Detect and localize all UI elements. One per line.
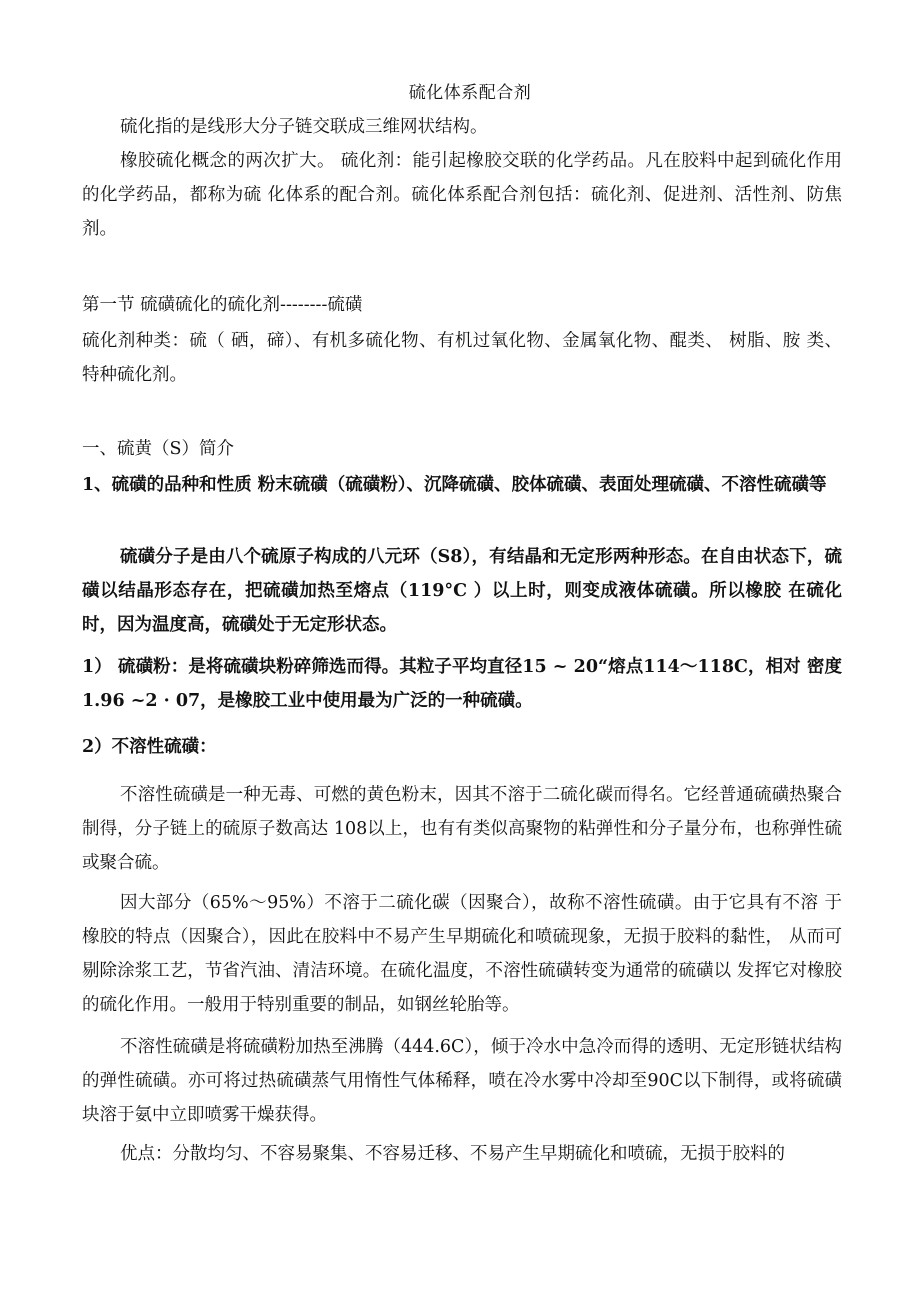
paragraph-sulfur-molecule: 硫磺分子是由八个硫原子构成的八元环（S8），有结晶和无定形两种形态。在自由状态下，硫磺以结晶形态存在，把硫磺加热至熔点（119°C ）以上时，则变成液体硫磺。所以橡胶 在硫化时，因为温度高，硫磺处于无定形状态。 [82, 547, 842, 635]
document-title: 硫化体系配合剂 [408, 83, 532, 103]
section-heading-1: 第一节 硫磺硫化的硫化剂--------硫磺 [82, 295, 363, 315]
paragraph-vulcanizer-types: 硫化剂种类：硫（ 硒，碲）、有机多硫化物、有机过氧化物、金属氧化物、醌类、 树脂、胺 类、特种硫化剂。 [82, 331, 842, 385]
paragraph-definition: 硫化指的是线形大分子链交联成三维网状结构。 [120, 117, 488, 137]
paragraph-insoluble-preparation: 不溶性硫磺是将硫磺粉加热至沸腾（444.6C），倾于冷水中急冷而得的透明、无定形链状结构的弹性硫磺。亦可将过热硫磺蒸气用惰性气体稀释，喷在冷水雾中冷却至90C以下制得，或将硫磺块溶于氨中立即喷雾干燥获得。 [82, 1037, 842, 1125]
paragraph-advantages: 优点：分散均匀、不容易聚集、不容易迁移、不易产生早期硫化和喷硫，无损于胶料的 [120, 1144, 785, 1164]
paragraph-concept: 橡胶硫化概念的两次扩大。 硫化剂：能引起橡胶交联的化学药品。凡在胶料中起到硫化作用的化学药品，都称为硫 化体系的配合剂。硫化体系配合剂包括：硫化剂、促进剂、活性剂、防焦剂。 [82, 151, 842, 239]
subheading-sulfur-intro: 一、硫黄（S）简介 [82, 439, 234, 459]
paragraph-sulfur-powder: 1） 硫磺粉：是将硫磺块粉碎筛选而得。其粒子平均直径15 ~ 20“熔点114～118C，相对 密度1.96 ~2 · 07，是橡胶工业中使用最为广泛的一种硫磺。 [82, 657, 842, 711]
paragraph-insoluble-description: 不溶性硫磺是一种无毒、可燃的黄色粉末，因其不溶于二硫化碳而得名。它经普通硫磺热聚合制得，分子链上的硫原子数高达 108以上，也有有类似高聚物的粘弹性和分子量分布，也称弹性硫或聚合硫。 [82, 785, 842, 873]
paragraph-insoluble-properties: 因大部分（65%～95%）不溶于二硫化碳（因聚合），故称不溶性硫磺。由于它具有不溶 于橡胶的特点（因聚合），因此在胶料中不易产生早期硫化和喷硫现象，无损于胶料的黏性， 从而可剔除涂浆工艺，节省汽油、清洁环境。在硫化温度，不溶性硫磺转变为通常的硫磺以 发挥它对橡胶的硫化作用。一般用于特别重要的制品，如钢丝轮胎等。 [82, 893, 842, 1015]
paragraph-sulfur-varieties: 1、硫磺的品种和性质 粉末硫磺（硫磺粉）、沉降硫磺、胶体硫磺、表面处理硫磺、不溶性硫磺等 [82, 475, 827, 495]
subheading-insoluble-sulfur: 2）不溶性硫磺： [82, 737, 217, 757]
